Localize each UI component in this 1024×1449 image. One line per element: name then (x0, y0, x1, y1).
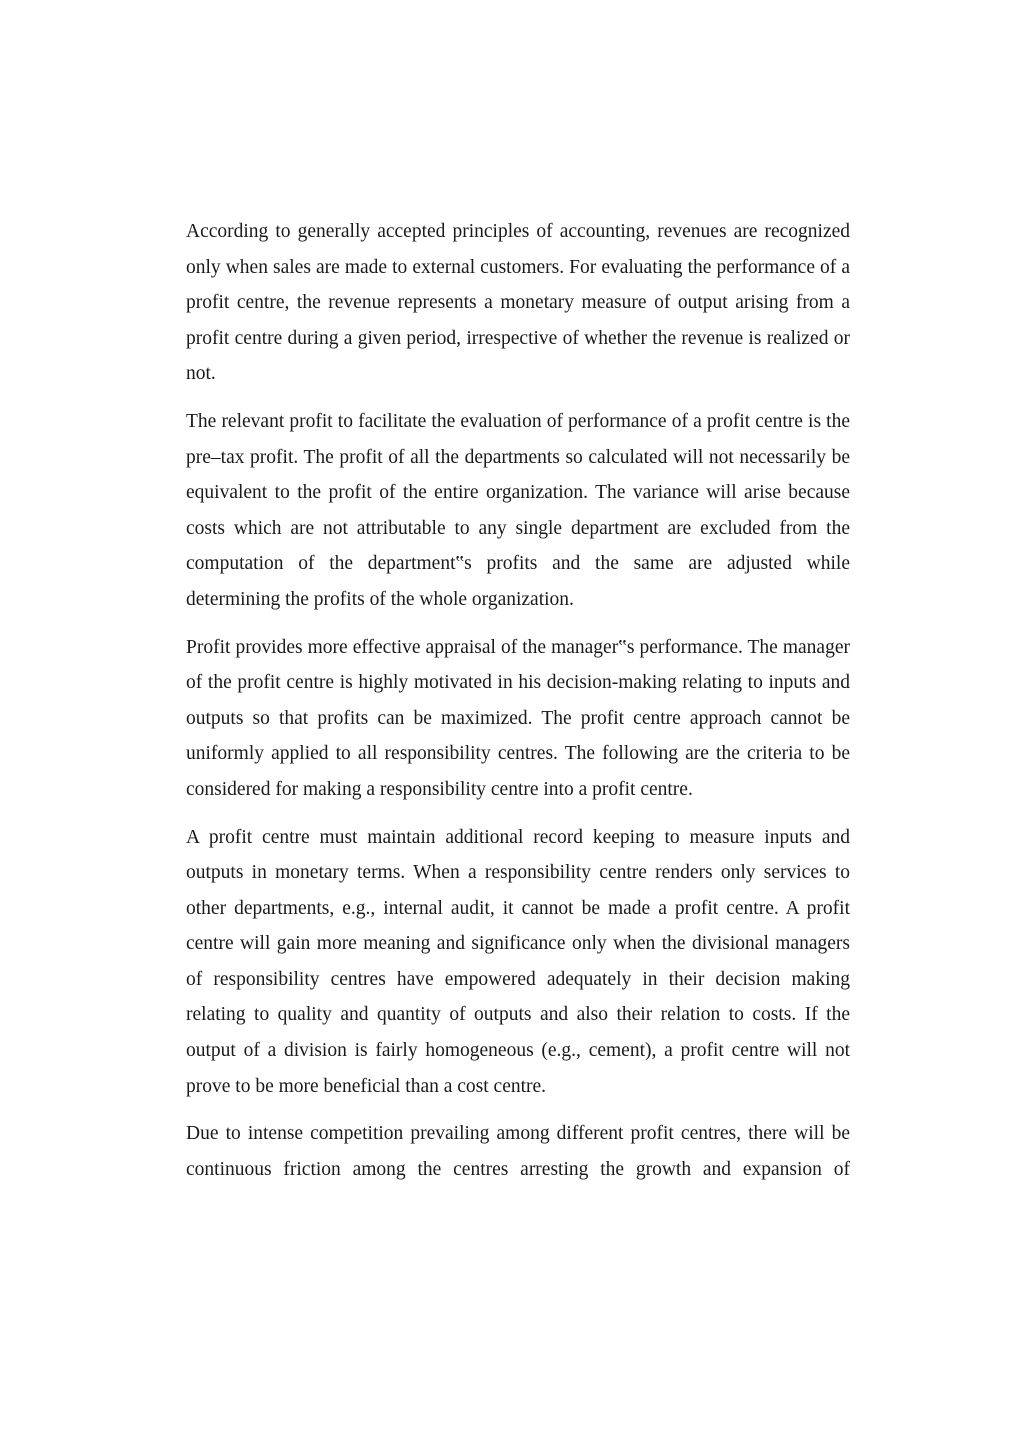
paragraph-competition: Due to intense competition prevailing among different profit centres, there will be continuous friction among the centres arresting the growth and expansion of (186, 1123, 850, 1180)
paragraph-relevant-profit: The relevant profit to facilitate the evaluation of performance of a profit centre is the pre–tax profit. The profit of all the departments so calculated will not necessarily be equivalent to the profit of the entire organization. The variance will arise because costs which are not attributable to any single department are excluded from the computation of the department‟s profits and the same are adjusted while determining the profits of the whole organization. (186, 410, 850, 610)
document-body (186, 214, 850, 1199)
paragraph-revenue-recognition: According to generally accepted principles of accounting, revenues are recognized only when sales are made to external customers. For evaluating the performance of a profit centre, the revenue represents a monetary measure of output arising from a profit centre during a given period, irrespective of whether the revenue is realized or not. (186, 221, 850, 385)
paragraph-manager-appraisal: Profit provides more effective appraisal of the manager‟s performance. The manager of the profit centre is highly motivated in his decision-making relating to inputs and outputs so that profits can be maximized. The profit centre approach cannot be uniformly applied to all responsibility centres. The following are the criteria to be considered for making a responsibility centre into a profit centre. (186, 636, 850, 800)
paragraph-record-keeping: A profit centre must maintain additional record keeping to measure inputs and outputs in monetary terms. When a responsibility centre renders only services to other departments, e.g., internal audit, it cannot be made a profit centre. A profit centre will gain more meaning and significance only when the divisional managers of responsibility centres have empowered adequately in their decision making relating to quality and quantity of outputs and also their relation to costs. If the output of a division is fairly homogeneous (e.g., cement), a profit centre will not prove to be more beneficial than a cost centre. (186, 826, 850, 1097)
